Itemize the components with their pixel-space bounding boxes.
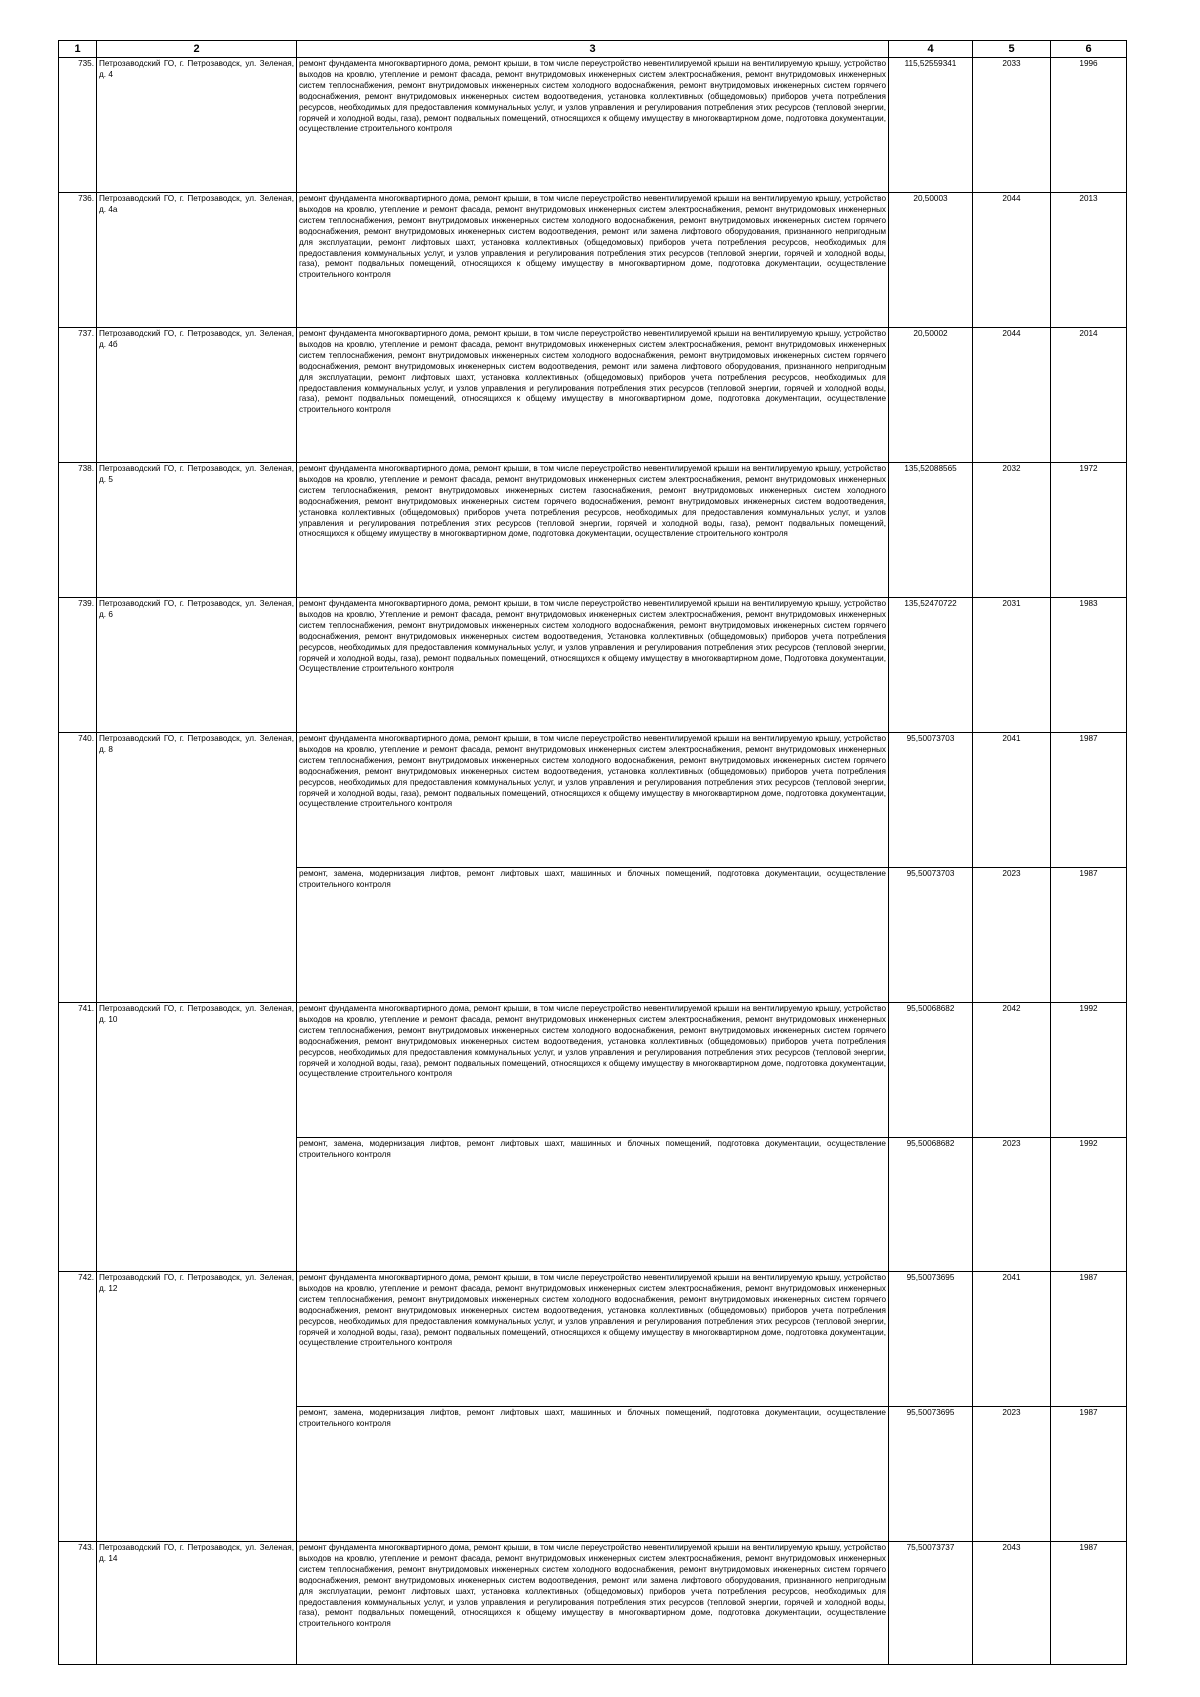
row-number: 742.: [59, 1272, 97, 1542]
header-col-6: 6: [1051, 41, 1127, 58]
row-address: Петрозаводский ГО, г. Петрозаводск, ул. Зеленая, д. 8: [97, 733, 297, 1003]
row-cost: 95,50068682: [889, 1003, 973, 1138]
row-built-year: 1972: [1051, 463, 1127, 598]
row-works: ремонт фундамента многоквартирного дома, ремонт крыши, в том числе переустройство невентилируемой крыши на вентилируемую крышу, устройство выходов на кровлю, утепление и ремонт фасада, ремонт внутридомовых инженерных систем электроснабжения, ремонт внутридомовых инженерных систем теплоснабжения, ремонт внутридомовых инженерных систем холодного водоснабжения, ремонт внутридомовых инженерных систем горячего водоснабжения, ремонт внутридомовых инженерных систем водоотведения, установка коллективных (общедомовых) приборов учета потребления ресурсов, необходимых для предоставления коммунальных услуг, и узлов управления и регулирования потребления этих ресурсов (тепловой энергии, горячей и холодной воды, газа), ремонт подвальных помещений, относящихся к общему имуществу в многоквартирном доме, подготовка документации, осуществление строительного контроля: [297, 1003, 889, 1138]
row-works: ремонт фундамента многоквартирного дома, ремонт крыши, в том числе переустройство невентилируемой крыши на вентилируемую крышу, устройство выходов на кровлю, утепление и ремонт фасада, ремонт внутридомовых инженерных систем электроснабжения, ремонт внутридомовых инженерных систем теплоснабжения, ремонт внутридомовых инженерных систем холодного водоснабжения, ремонт внутридомовых инженерных систем горячего водоснабжения, ремонт внутридомовых инженерных систем водоотведения, ремонт или замена лифтового оборудования, признанного непригодным для эксплуатации, ремонт лифтовых шахт, установка коллективных (общедомовых) приборов учета потребления ресурсов, необходимых для предоставления коммунальных услуг, и узлов управления и регулирования потребления этих ресурсов (тепловой энергии, горячей и холодной воды, газа), ремонт подвальных помещений, относящихся к общему имуществу в многоквартирном доме, подготовка документации, осуществление строительного контроля: [297, 328, 889, 463]
row-built-year: 2013: [1051, 193, 1127, 328]
row-cost: 95,50068682: [889, 1138, 973, 1272]
row-number: 741.: [59, 1003, 97, 1272]
row-year: 2042: [973, 1003, 1051, 1138]
row-built-year: 1987: [1051, 1407, 1127, 1542]
header-col-5: 5: [973, 41, 1051, 58]
row-address: Петрозаводский ГО, г. Петрозаводск, ул. Зеленая, д. 5: [97, 463, 297, 598]
row-number: 738.: [59, 463, 97, 598]
row-built-year: 2014: [1051, 328, 1127, 463]
row-address: Петрозаводский ГО, г. Петрозаводск, ул. Зеленая, д. 10: [97, 1003, 297, 1272]
row-built-year: 1987: [1051, 868, 1127, 1003]
row-works: ремонт фундамента многоквартирного дома, ремонт крыши, в том числе переустройство невентилируемой крыши на вентилируемую крышу, устройство выходов на кровлю, утепление и ремонт фасада, ремонт внутридомовых инженерных систем электроснабжения, ремонт внутридомовых инженерных систем теплоснабжения, ремонт внутридомовых инженерных систем холодного водоснабжения, ремонт внутридомовых инженерных систем горячего водоснабжения, ремонт внутридомовых инженерных систем водоотведения, установка коллективных (общедомовых) приборов учета потребления ресурсов, необходимых для предоставления коммунальных услуг, и узлов управления и регулирования потребления этих ресурсов (тепловой энергии, горячей и холодной воды, газа), ремонт подвальных помещений, относящихся к общему имуществу в многоквартирном доме, подготовка документации, осуществление строительного контроля: [297, 58, 889, 193]
row-works: ремонт фундамента многоквартирного дома, ремонт крыши, в том числе переустройство невентилируемой крыши на вентилируемую крышу, устройство выходов на кровлю, Утепление и ремонт фасада, ремонт внутридомовых инженерных систем электроснабжения, ремонт внутридомовых инженерных систем теплоснабжения, ремонт внутридомовых инженерных систем холодного водоснабжения, ремонт внутридомовых инженерных систем горячего водоснабжения, ремонт внутридомовых инженерных систем водоотведения, Установка коллективных (общедомовых) приборов учета потребления ресурсов, необходимых для предоставления коммунальных услуг, и узлов управления и регулирования потребления этих ресурсов (тепловой энергии, горячей и холодной воды, газа), ремонт подвальных помещений, относящихся к общему имуществу в многоквартирном доме, Подготовка документации, Осуществление строительного контроля: [297, 598, 889, 733]
row-works: ремонт, замена, модернизация лифтов, ремонт лифтовых шахт, машинных и блочных помещений, подготовка документации, осуществление строительного контроля: [297, 1138, 889, 1272]
row-built-year: 1992: [1051, 1003, 1127, 1138]
row-cost: 135,52088565: [889, 463, 973, 598]
row-address: Петрозаводский ГО, г. Петрозаводск, ул. Зеленая, д. 6: [97, 598, 297, 733]
row-works: ремонт, замена, модернизация лифтов, ремонт лифтовых шахт, машинных и блочных помещений, подготовка документации, осуществление строительного контроля: [297, 868, 889, 1003]
header-row: [59, 41, 1127, 58]
row-cost: 135,52470722: [889, 598, 973, 733]
row-cost: 95,50073703: [889, 733, 973, 868]
row-number: 737.: [59, 328, 97, 463]
row-year: 2023: [973, 868, 1051, 1003]
table-row: [59, 733, 1127, 868]
table-row: [59, 193, 1127, 328]
row-address: Петрозаводский ГО, г. Петрозаводск, ул. Зеленая, д. 12: [97, 1272, 297, 1542]
row-number: 739.: [59, 598, 97, 733]
table-row: [59, 1003, 1127, 1138]
row-built-year: 1996: [1051, 58, 1127, 193]
row-cost: 75,50073737: [889, 1542, 973, 1665]
row-works: ремонт фундамента многоквартирного дома, ремонт крыши, в том числе переустройство невентилируемой крыши на вентилируемую крышу, устройство выходов на кровлю, утепление и ремонт фасада, ремонт внутридомовых инженерных систем электроснабжения, ремонт внутридомовых инженерных систем теплоснабжения, ремонт внутридомовых инженерных систем холодного водоснабжения, ремонт внутридомовых инженерных систем горячего водоснабжения, ремонт внутридомовых инженерных систем водоотведения, ремонт или замена лифтового оборудования, признанного непригодным для эксплуатации, ремонт лифтовых шахт, установка коллективных (общедомовых) приборов учета потребления ресурсов, необходимых для предоставления коммунальных услуг, и узлов управления и регулирования потребления этих ресурсов (тепловой энергии, горячей и холодной воды, газа), ремонт подвальных помещений, относящихся к общему имуществу в многоквартирном доме, подготовка документации, осуществление строительного контроля: [297, 1542, 889, 1665]
row-address: Петрозаводский ГО, г. Петрозаводск, ул. Зеленая, д. 4а: [97, 193, 297, 328]
row-cost: 115,52559341: [889, 58, 973, 193]
row-built-year: 1983: [1051, 598, 1127, 733]
row-year: 2041: [973, 1272, 1051, 1407]
row-built-year: 1987: [1051, 1272, 1127, 1407]
row-built-year: 1992: [1051, 1138, 1127, 1272]
row-number: 743.: [59, 1542, 97, 1665]
table-row: [59, 463, 1127, 598]
row-year: 2044: [973, 193, 1051, 328]
capital-repair-table: [58, 40, 1127, 1665]
header-col-2: 2: [97, 41, 297, 58]
header-col-3: 3: [297, 41, 889, 58]
row-works: ремонт, замена, модернизация лифтов, ремонт лифтовых шахт, машинных и блочных помещений, подготовка документации, осуществление строительного контроля: [297, 1407, 889, 1542]
row-works: ремонт фундамента многоквартирного дома, ремонт крыши, в том числе переустройство невентилируемой крыши на вентилируемую крышу, устройство выходов на кровлю, утепление и ремонт фасада, ремонт внутридомовых инженерных систем электроснабжения, ремонт внутридомовых инженерных систем теплоснабжения, ремонт внутридомовых инженерных систем газоснабжения, ремонт внутридомовых инженерных систем холодного водоснабжения, ремонт внутридомовых инженерных систем горячего водоснабжения, ремонт внутридомовых инженерных систем водоотведения, установка коллективных (общедомовых) приборов учета потребления ресурсов, необходимых для предоставления коммунальных услуг, и узлов управления и регулирования потребления этих ресурсов (тепловой энергии, горячей и холодной воды, газа), ремонт подвальных помещений, относящихся к общему имуществу в многоквартирном доме, подготовка документации, осуществление строительного контроля: [297, 463, 889, 598]
header-col-1: 1: [59, 41, 97, 58]
table-row: [59, 328, 1127, 463]
table-body: [59, 58, 1127, 1665]
table-row: [59, 598, 1127, 733]
row-year: 2041: [973, 733, 1051, 868]
row-cost: 95,50073695: [889, 1272, 973, 1407]
row-year: 2023: [973, 1407, 1051, 1542]
row-year: 2044: [973, 328, 1051, 463]
row-built-year: 1987: [1051, 733, 1127, 868]
table-header: [59, 41, 1127, 58]
row-year: 2031: [973, 598, 1051, 733]
row-works: ремонт фундамента многоквартирного дома, ремонт крыши, в том числе переустройство невентилируемой крыши на вентилируемую крышу, устройство выходов на кровлю, утепление и ремонт фасада, ремонт внутридомовых инженерных систем электроснабжения, ремонт внутридомовых инженерных систем теплоснабжения, ремонт внутридомовых инженерных систем холодного водоснабжения, ремонт внутридомовых инженерных систем горячего водоснабжения, ремонт внутридомовых инженерных систем водоотведения, ремонт или замена лифтового оборудования, признанного непригодным для эксплуатации, ремонт лифтовых шахт, установка коллективных (общедомовых) приборов учета потребления ресурсов, необходимых для предоставления коммунальных услуг, и узлов управления и регулирования потребления этих ресурсов (тепловой энергии, горячей и холодной воды, газа), ремонт подвальных помещений, относящихся к общему имуществу в многоквартирном доме, подготовка документации, осуществление строительного контроля: [297, 193, 889, 328]
table-row: [59, 58, 1127, 193]
row-year: 2033: [973, 58, 1051, 193]
row-cost: 95,50073703: [889, 868, 973, 1003]
table-row: [59, 1272, 1127, 1407]
header-col-4: 4: [889, 41, 973, 58]
row-address: Петрозаводский ГО, г. Петрозаводск, ул. Зеленая, д. 14: [97, 1542, 297, 1665]
row-year: 2023: [973, 1138, 1051, 1272]
row-cost: 20,50003: [889, 193, 973, 328]
row-address: Петрозаводский ГО, г. Петрозаводск, ул. Зеленая, д. 4: [97, 58, 297, 193]
row-number: 735.: [59, 58, 97, 193]
row-number: 740.: [59, 733, 97, 1003]
table-row: [59, 1542, 1127, 1665]
row-address: Петрозаводский ГО, г. Петрозаводск, ул. Зеленая, д. 4б: [97, 328, 297, 463]
row-cost: 95,50073695: [889, 1407, 973, 1542]
row-cost: 20,50002: [889, 328, 973, 463]
row-number: 736.: [59, 193, 97, 328]
row-built-year: 1987: [1051, 1542, 1127, 1665]
row-year: 2043: [973, 1542, 1051, 1665]
row-works: ремонт фундамента многоквартирного дома, ремонт крыши, в том числе переустройство невентилируемой крыши на вентилируемую крышу, устройство выходов на кровлю, утепление и ремонт фасада, ремонт внутридомовых инженерных систем электроснабжения, ремонт внутридомовых инженерных систем теплоснабжения, ремонт внутридомовых инженерных систем холодного водоснабжения, ремонт внутридомовых инженерных систем горячего водоснабжения, ремонт внутридомовых инженерных систем водоотведения, установка коллективных (общедомовых) приборов учета потребления ресурсов, необходимых для предоставления коммунальных услуг, и узлов управления и регулирования потребления этих ресурсов (тепловой энергии, горячей и холодной воды, газа), ремонт подвальных помещений, относящихся к общему имуществу в многоквартирном доме, подготовка документации, осуществление строительного контроля: [297, 1272, 889, 1407]
row-year: 2032: [973, 463, 1051, 598]
row-works: ремонт фундамента многоквартирного дома, ремонт крыши, в том числе переустройство невентилируемой крыши на вентилируемую крышу, устройство выходов на кровлю, утепление и ремонт фасада, ремонт внутридомовых инженерных систем электроснабжения, ремонт внутридомовых инженерных систем теплоснабжения, ремонт внутридомовых инженерных систем холодного водоснабжения, ремонт внутридомовых инженерных систем горячего водоснабжения, ремонт внутридомовых инженерных систем водоотведения, установка коллективных (общедомовых) приборов учета потребления ресурсов, необходимых для предоставления коммунальных услуг, и узлов управления и регулирования потребления этих ресурсов (тепловой энергии, горячей и холодной воды, газа), ремонт подвальных помещений, относящихся к общему имуществу в многоквартирном доме, подготовка документации, осуществление строительного контроля: [297, 733, 889, 868]
